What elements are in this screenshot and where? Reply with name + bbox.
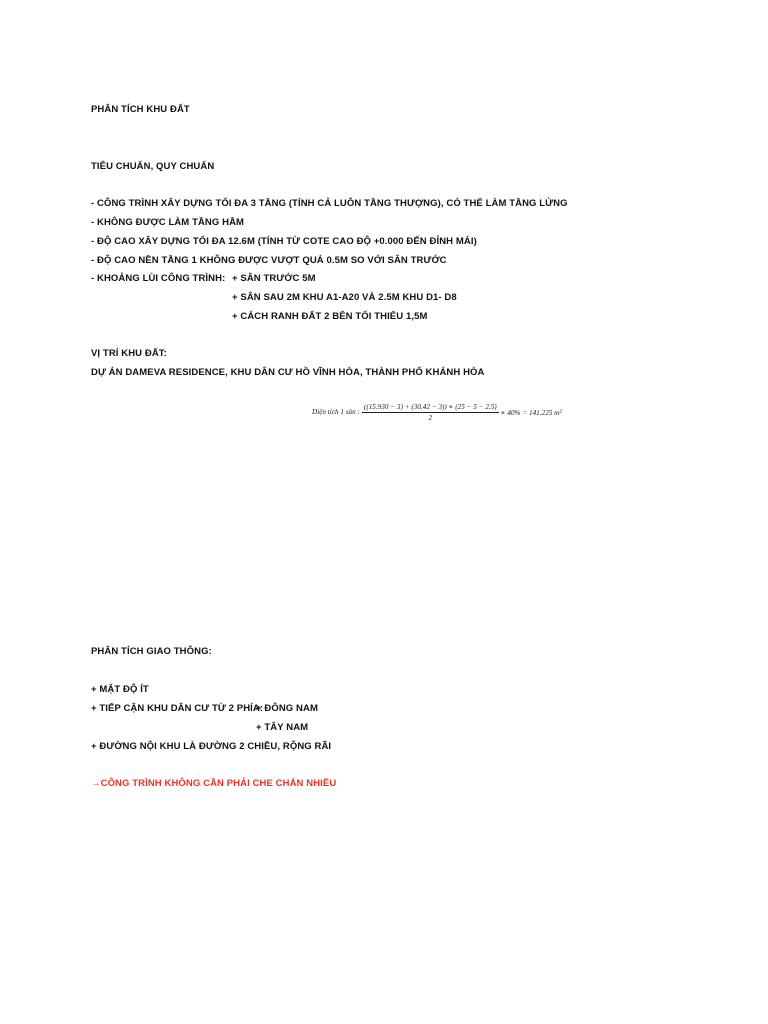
floor-area-formula xyxy=(312,402,562,422)
traffic-access-label: + TIẾP CẬN KHU DÂN CƯ TỪ 2 PHÍA: xyxy=(91,703,264,714)
setback-row xyxy=(91,273,316,285)
conclusion xyxy=(91,778,336,790)
standards-heading: TIÊU CHUẨN, QUY CHUẨN xyxy=(91,161,215,172)
setback-item: + CÁCH RANH ĐẤT 2 BÊN TỐI THIỂU 1,5M xyxy=(232,311,428,322)
location-heading: VỊ TRÍ KHU ĐẤT: xyxy=(91,348,167,359)
arrow-right-icon: → xyxy=(91,778,101,789)
setback-item: + SÂN SAU 2M KHU A1-A20 VÀ 2.5M KHU D1- D8 xyxy=(232,292,457,303)
traffic-density: + MẬT ĐỘ ÍT xyxy=(91,684,149,695)
formula-exponent: 2 xyxy=(559,409,562,415)
formula-tail: ∗ 40% = 141.225 m xyxy=(500,408,560,417)
standard-item: - ĐỘ CAO NỀN TẦNG 1 KHÔNG ĐƯỢC VƯỢT QUÁ 0.5M SO VỚI SÂN TRƯỚC xyxy=(91,255,447,266)
formula-denominator: 2 xyxy=(428,414,433,422)
formula-numerator: ((15.930 − 3) + (30.42 − 3)) ∗ (25 − 5 − 2.5) xyxy=(363,403,497,411)
formula-label: Diện tích 1 sàn : xyxy=(312,408,360,416)
traffic-access-row xyxy=(91,703,318,715)
traffic-heading: PHÂN TÍCH GIAO THÔNG: xyxy=(91,646,212,657)
standard-item: - ĐỘ CAO XÂY DỰNG TỐI ĐA 12.6M (TÍNH TỪ COTE CAO ĐỘ +0.000 ĐẾN ĐỈNH MÁI) xyxy=(91,236,477,247)
traffic-direction: + TÂY NAM xyxy=(256,722,309,733)
standard-item: - CÔNG TRÌNH XÂY DỰNG TỐI ĐA 3 TẦNG (TÍNH CẢ LUÔN TẦNG THƯỢNG), CÓ THỂ LÀM TẦNG LỬNG xyxy=(91,198,568,209)
traffic-roads: + ĐƯỜNG NỘI KHU LÀ ĐƯỜNG 2 CHIỀU, RỘNG RÃI xyxy=(91,741,332,752)
formula-fraction xyxy=(362,402,499,422)
location-project: DỰ ÁN DAMEVA RESIDENCE, KHU DÂN CƯ HỒ VĨNH HÒA, THÀNH PHỐ KHÁNH HÒA xyxy=(91,367,485,378)
setback-label: - KHOẢNG LÙI CÔNG TRÌNH: xyxy=(91,273,226,284)
traffic-direction: + ĐÔNG NAM xyxy=(256,703,318,714)
standard-item: - KHÔNG ĐƯỢC LÀM TẦNG HẦM xyxy=(91,217,245,228)
conclusion-text: CÔNG TRÌNH KHÔNG CẦN PHẢI CHE CHẮN NHIỀU xyxy=(100,778,337,789)
setback-item: + SÂN TRƯỚC 5M xyxy=(232,273,316,284)
page-title: PHÂN TÍCH KHU ĐẤT xyxy=(91,104,190,115)
